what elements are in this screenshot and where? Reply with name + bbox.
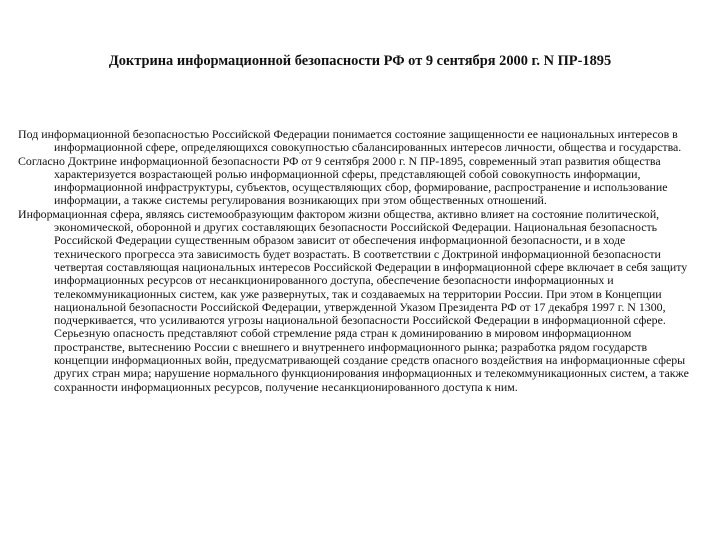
paragraph-information-sphere: Информационная сфера, являясь системообразующим фактором жизни общества, активно влияет на состояние политической, экономической, оборонной и других составляющих безопасности Российской Федерации. Национальная безопасность Российской Федерации существенным образом зависит от обеспечения информационной безопасности, и в ходе технического прогресса эта зависимость будет возрастать. В соответствии с Доктриной информационной безопасности четвертая составляющая национальных интересов Российской Федерации в информационной сфере включает в себя защиту информационных ресурсов от несанкционированного доступа, обеспечение безопасности информационных и телекоммуникационных систем, как уже развернутых, так и создаваемых на территории России. При этом в Концепции национальной безопасности Российской Федерации, утвержденной Указом Президента РФ от 17 декабря 1997 г. N 1300, подчеркивается, что усиливаются угрозы национальной безопасности Российской Федерации в информационной сфере. xyxy=(18,206,688,328)
paragraph-definition: Под информационной безопасностью Российской Федерации понимается состояние защищенности ее национальных интересов в информационной сфере, определяющихся совокупностью сбалансированных интересов личности, общества и государства. xyxy=(18,127,682,155)
paragraph-doctrine: Согласно Доктрине информационной безопасности РФ от 9 сентября 2000 г. N ПР-1895, современный этап развития общества характеризуется возрастающей ролью информационной сферы, представляющей собой совокупность информации, информационной инфраструктуры, субъектов, осуществляющих сбор, формирование, распространение и использование информации, а также системы регулирования возникающих при этом общественных отношений. xyxy=(18,153,668,208)
document-title: Доктрина информационной безопасности РФ от 9 сентября 2000 г. N ПР-1895 xyxy=(108,53,612,69)
document-body xyxy=(18,128,694,394)
paragraph-threats: Серьезную опасность представляют собой стремление ряда стран к доминированию в мировом информационном пространстве, вытеснению России с внешнего и внутреннего информационного рынка; разработка рядом государств концепции информационных войн, предусматривающей создание средств опасного воздействия на информационные сферы других стран мира; нарушение нормального функционирования информационных и телекоммуникационных систем, а также сохранности информационных ресурсов, получение несанкционированного доступа к ним. xyxy=(54,326,689,394)
